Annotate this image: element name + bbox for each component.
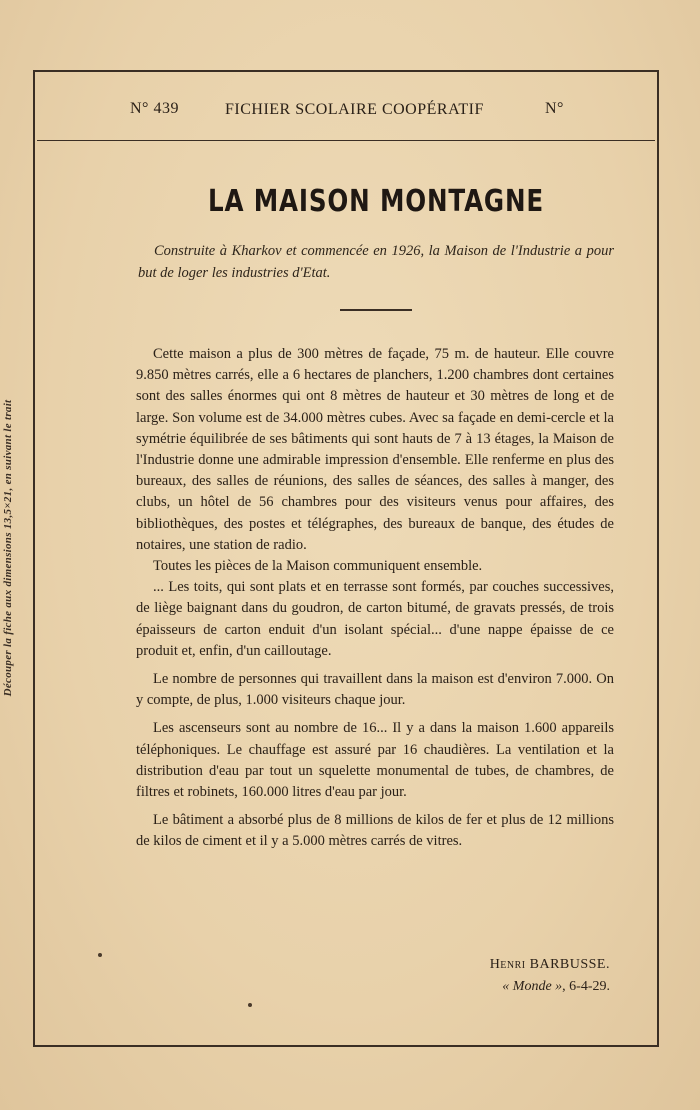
- page-title: LA MAISON MONTAGNE: [208, 184, 544, 219]
- card-number-blank: N°: [545, 100, 564, 117]
- paragraph: Cette maison a plus de 300 mètres de façade, 75 m. de hauteur. Elle couvre 9.850 mètres carrés, elle a 6 hectares de planchers, 1.200 chambres dont certaines sont des salles énormes qui ont 8 mètres de hauteur et 30 mètres de long et de large. Son volume est de 34.000 mètres cubes. Avec sa façade en demi-cercle et la symétrie équilibrée de ses bâtiments qui sont hauts de 7 à 13 étages, la Maison de l'Industrie donne une admirable impression d'ensemble. Elle renferme en plus des bureaux, des salles de réunions, des salles de séances, des salles à manger, des clubs, un hôtel de 56 chambres pour des visiteurs venus pour affaires, des bibliothèques, des postes et télégraphes, des bureaux de banque, des études de notaires, une station de radio.: [136, 346, 614, 553]
- cutting-instruction: Découper la fiche aux dimensions 13,5×21, en suivant le trait: [2, 399, 14, 697]
- paragraph: Toutes les pièces de la Maison communiquent ensemble.: [153, 558, 483, 575]
- card-header: [35, 88, 655, 134]
- publication-date: , 6-4-29.: [562, 979, 610, 994]
- paragraph: Les ascenseurs sont au nombre de 16... Il y a dans la maison 1.600 appareils téléphoniques. Le chauffage est assuré par 16 chaudières. La ventilation et la distribution d'eau par tout un squelette monumental de tubes, de chambres, de filtres et robinets, 160.000 litres d'eau par jour.: [136, 720, 614, 801]
- journal-name: « Monde »: [502, 979, 563, 994]
- author-name: Henri BARBUSSE.: [489, 957, 610, 972]
- paragraph: Le bâtiment a absorbé plus de 8 millions de kilos de fer et plus de 12 millions de kilos de ciment et il y a 5.000 mètres carrés de vitres.: [136, 812, 614, 850]
- paragraph: ... Les toits, qui sont plats et en terrasse sont formés, par couches successives, de liège baignant dans du goudron, de carton bitumé, de gravats pressés, de trois épaisseurs de carton enduit d'un isolant spécial... d'une nappe épaisse de ce produit et, enfin, d'un cailloutage.: [136, 579, 614, 659]
- article-body: [136, 344, 614, 853]
- header-divider: [37, 140, 655, 141]
- source-citation: [380, 976, 610, 998]
- paper-speck: [98, 953, 102, 957]
- subtitle: Construite à Kharkov et commencée en 1926, la Maison de l'Industrie a pour but de loger les industries d'Etat.: [138, 243, 614, 281]
- title-divider: [340, 309, 412, 311]
- signature-block: [380, 954, 610, 998]
- series-title: FICHIER SCOLAIRE COOPÉRATIF: [225, 101, 484, 118]
- card-number: N° 439: [130, 100, 179, 117]
- paper-speck: [248, 1003, 252, 1007]
- paragraph: Le nombre de personnes qui travaillent dans la maison est d'environ 7.000. On y compte, de plus, 1.000 visiteurs chaque jour.: [136, 671, 614, 709]
